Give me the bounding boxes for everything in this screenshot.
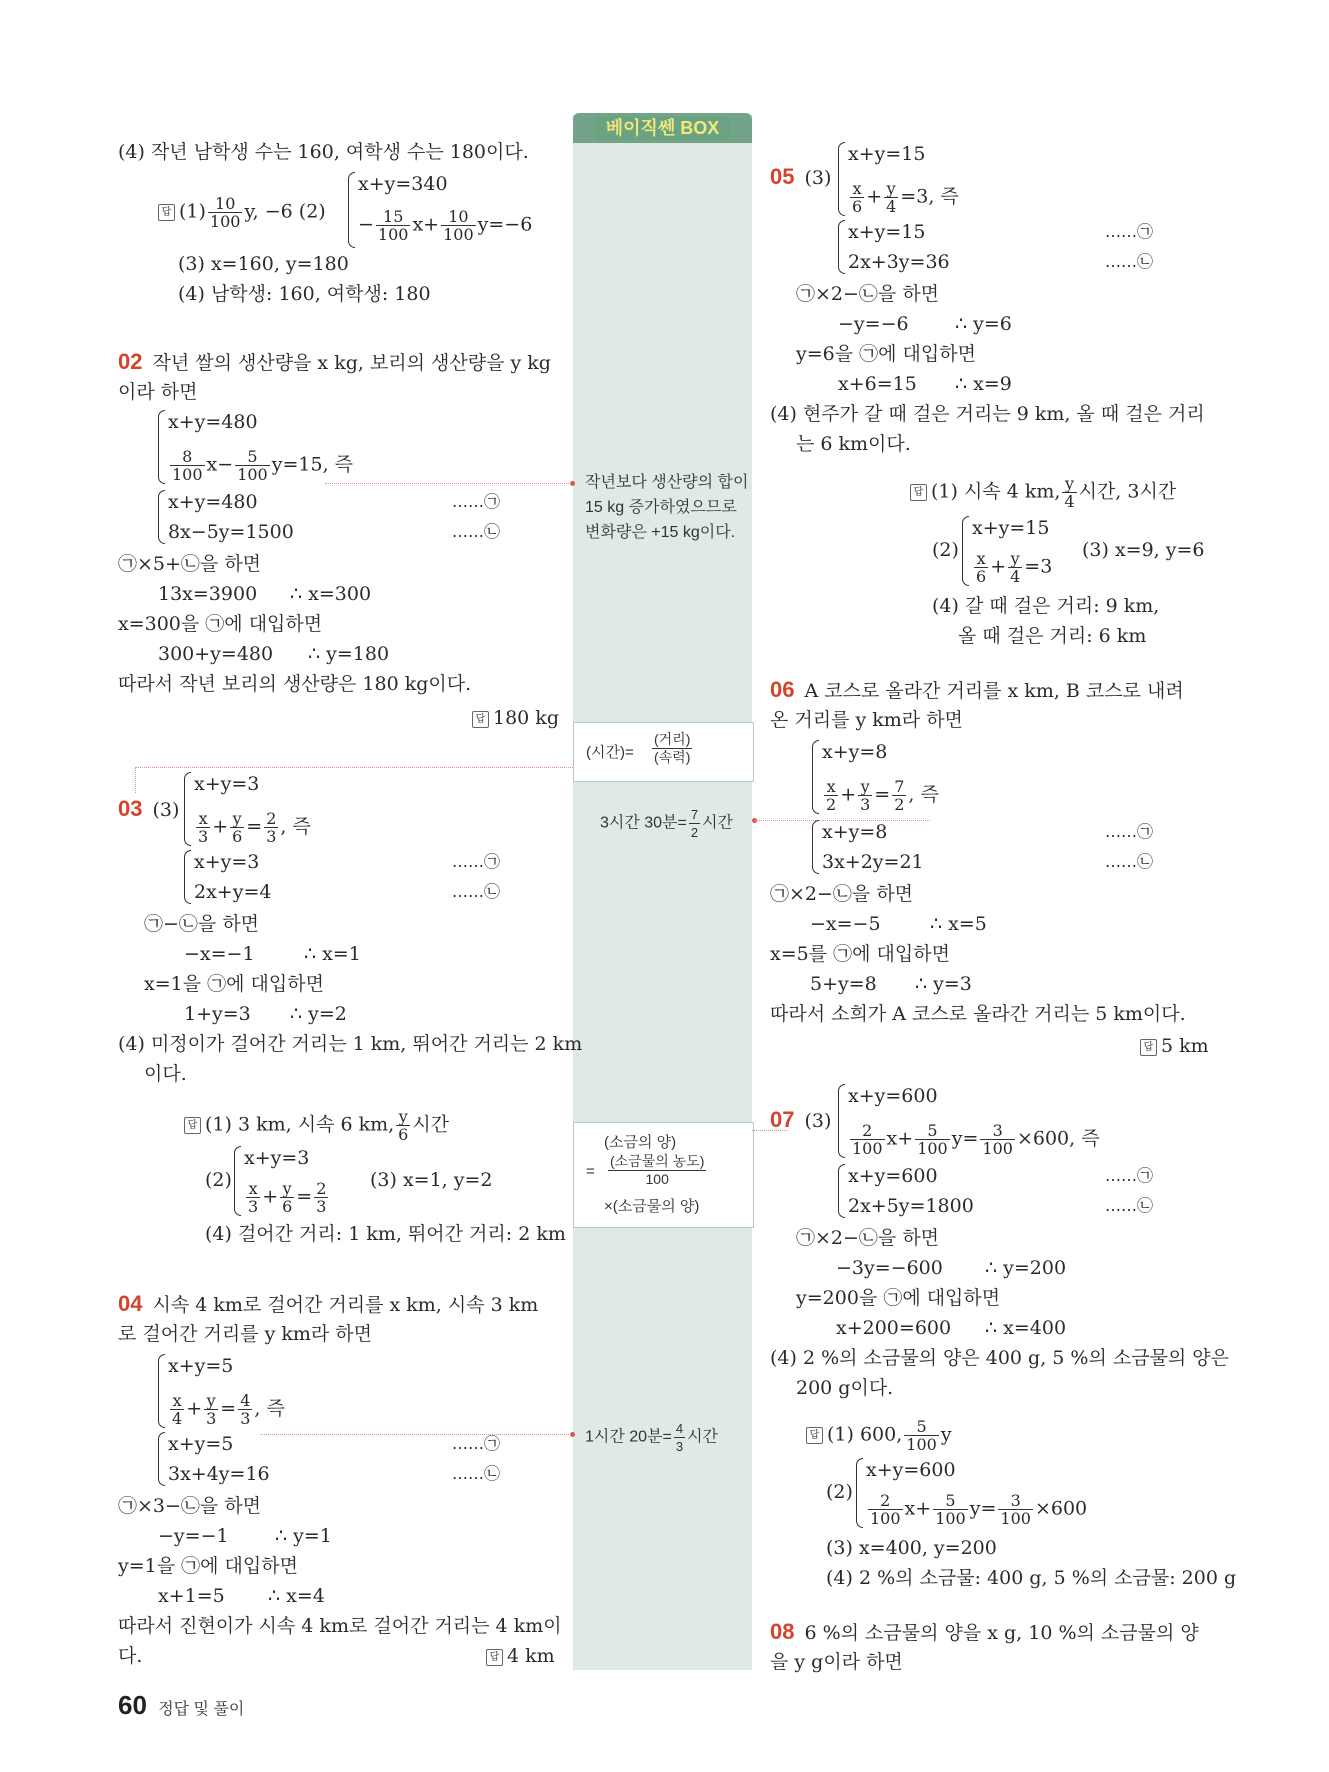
brace: [348, 172, 355, 248]
answer-line: 답 (1) 3 km, 시속 6 km, $\frac{y}{6}$ 시간: [184, 1108, 449, 1143]
equation: 3x+4y=16: [168, 1463, 270, 1485]
question-number: 07: [770, 1107, 795, 1132]
equation: ∴ y=2: [290, 1003, 347, 1025]
equation: $\frac{x}{4}$ + $\frac{y}{3}$ = $\frac{4}{3}$ , 즉: [172, 1391, 285, 1428]
note-text: ×(소금물의 양): [604, 1198, 700, 1215]
equation: ∴ y=1: [275, 1525, 332, 1547]
answer-icon: 답: [472, 711, 489, 728]
brace: [838, 1164, 845, 1218]
equation: x+y=15: [848, 143, 926, 165]
brace: [856, 1458, 863, 1528]
note-text: (시간)=: [586, 744, 634, 761]
question-08: [770, 1620, 1199, 1645]
answer-icon: 답: [910, 484, 927, 501]
question-number: 04: [118, 1291, 143, 1316]
equation-system: [234, 1146, 374, 1218]
equation: ∴ y=180: [308, 643, 390, 665]
equation-marker: ……㉡: [452, 1464, 501, 1483]
text-line: ㉠×2−㉡을 하면: [770, 883, 914, 905]
equation: x+y=15: [848, 221, 926, 243]
answer-text: (3) x=1, y=2: [370, 1169, 493, 1191]
equation-system: [962, 516, 1082, 588]
note-salt-formula: [573, 1122, 754, 1228]
answer-text: (1) 시속 4 km,: [931, 480, 1061, 503]
answer-text: (4) 남학생: 160, 여학생: 180: [178, 283, 431, 305]
equation: x+y=5: [168, 1433, 234, 1455]
equation-system: [856, 1458, 1116, 1530]
footer-label: 정답 및 풀이: [158, 1701, 245, 1718]
frac-den: 100: [209, 212, 241, 231]
text-line: (3): [152, 799, 180, 821]
equation-marker: ……㉡: [1105, 252, 1154, 271]
brace: [962, 516, 969, 586]
equation: x+y=15: [972, 517, 1050, 539]
equation-marker: ……㉡: [452, 522, 501, 541]
brace: [158, 410, 165, 484]
note-production-increase: [585, 470, 748, 545]
text-line: y=1을 ㉠에 대입하면: [118, 1555, 298, 1577]
equation: x+y=3: [194, 773, 260, 795]
text-line: ㉠×2−㉡을 하면: [796, 1227, 940, 1249]
equation-system: [812, 820, 972, 876]
answer-text: y, −6 (2): [244, 200, 326, 223]
equation: x+6=15: [838, 373, 917, 395]
equation-system: [158, 1432, 358, 1488]
equation: − $\frac{15}{100}$ x+ $\frac{10}{100}$ y=−6: [358, 207, 533, 244]
question-07: [770, 1108, 831, 1133]
answer-text: 올 때 걸은 거리: 6 km: [958, 625, 1147, 647]
equation: 2x+5y=1800: [848, 1195, 974, 1217]
page-footer: [118, 1690, 244, 1721]
equation: x+y=480: [168, 411, 258, 433]
text-line: 는 6 km이다.: [796, 433, 911, 455]
text-line: A 코스로 올라간 거리를 x km, B 코스로 내려: [804, 680, 1184, 702]
question-number: 03: [118, 796, 143, 821]
brace: [812, 740, 819, 814]
equation: $\frac{x}{3}$ + $\frac{y}{6}$ = $\frac{2}{3}$ , 즉: [198, 809, 311, 846]
answer-text: 시간: [412, 1113, 450, 1136]
equation: $\frac{2}{100}$ x+ $\frac{5}{100}$ y= $\frac{3}{100}$ ×600, 즉: [852, 1121, 1100, 1158]
equation: x+200=600: [836, 1317, 952, 1339]
equation-marker: ……㉠: [452, 492, 501, 511]
answer-text: (4) 2 %의 소금물: 400 g, 5 %의 소금물: 200 g: [826, 1567, 1237, 1589]
question-05: [770, 165, 831, 190]
equation: $\frac{x}{6}$ + $\frac{y}{4}$ =3: [976, 549, 1053, 586]
equation-marker: ……㉠: [1105, 822, 1154, 841]
brace: [158, 1354, 165, 1428]
question-number: 08: [770, 1619, 795, 1644]
answer-text: (3) x=400, y=200: [826, 1537, 997, 1559]
equation: ∴ x=300: [290, 583, 372, 605]
text-line: x=5를 ㉠에 대입하면: [770, 943, 950, 965]
equation: x+1=5: [158, 1585, 225, 1607]
equation: 13x=3900: [158, 583, 258, 605]
answer-line: 답 (1) 600, $\frac{5}{100}$ y: [806, 1418, 952, 1453]
frac-den: 2: [690, 825, 699, 840]
equation: 300+y=480: [158, 643, 274, 665]
text-line: ㉠×2−㉡을 하면: [796, 283, 940, 305]
answer-line: [486, 1644, 555, 1668]
leader-line: [135, 767, 573, 768]
equation: x+y=5: [168, 1355, 234, 1377]
text-line: 다.: [118, 1645, 143, 1667]
answer-text: (1) 600,: [827, 1423, 903, 1446]
equation: $\frac{x}{6}$ + $\frac{y}{4}$ =3, 즉: [852, 179, 959, 216]
equation: ∴ y=200: [985, 1257, 1067, 1279]
equation: x+y=340: [358, 173, 448, 195]
equation: ∴ x=1: [304, 943, 361, 965]
note-time-conversion-1: [600, 806, 733, 841]
answer-text: 4 km: [507, 1645, 555, 1667]
equation: 8x−5y=1500: [168, 521, 294, 543]
answer-icon: 답: [486, 1649, 503, 1666]
answer-icon: 답: [158, 204, 175, 221]
box-title: 베이직쎈 BOX: [595, 116, 730, 140]
text-line: ㉠×5+㉡을 하면: [118, 553, 262, 575]
text-line: y=6을 ㉠에 대입하면: [796, 343, 976, 365]
text-line: (4) 작년 남학생 수는 160, 여학생 수는 180이다.: [118, 141, 529, 163]
brace: [184, 850, 191, 904]
answer-icon: 답: [1140, 1039, 1157, 1056]
answer-line: [1140, 1034, 1209, 1058]
equation: ∴ x=9: [955, 373, 1012, 395]
text-line: 이라 하면: [118, 381, 198, 403]
question-02: [118, 350, 551, 375]
equation: ∴ x=400: [985, 1317, 1067, 1339]
note-text: 3시간 30분=: [600, 814, 687, 832]
frac-den: 3: [675, 1439, 684, 1454]
note-text: 1시간 20분=: [585, 1428, 672, 1446]
brace: [838, 142, 845, 216]
text-line: 시속 4 km로 걸어간 거리를 x km, 시속 3 km: [152, 1294, 539, 1316]
equation-system: [348, 172, 568, 250]
equation-marker: ……㉡: [1105, 852, 1154, 871]
answer-text: (1): [179, 200, 206, 223]
text-line: (4) 현주가 갈 때 걸은 거리는 9 km, 올 때 걸은 거리: [770, 403, 1205, 425]
answer-icon: 답: [806, 1427, 823, 1444]
frac-den: 100: [645, 1171, 669, 1187]
equation-system: [184, 772, 384, 848]
text-line: 따라서 작년 보리의 생산량은 180 kg이다.: [118, 673, 472, 695]
equation-system: [158, 1354, 358, 1430]
text-line: (3): [804, 1110, 832, 1132]
equation: −3y=−600: [836, 1257, 943, 1279]
note-line: 변화량은 +15 kg이다.: [585, 524, 736, 541]
answer-text: (2): [205, 1169, 232, 1191]
equation: x+y=3: [194, 851, 260, 873]
text-line: 따라서 진현이가 시속 4 km로 걸어간 거리는 4 km이: [118, 1615, 562, 1637]
answer-text: (4) 갈 때 걸은 거리: 9 km,: [932, 595, 1160, 617]
page-number: 60: [118, 1690, 147, 1720]
equation-marker: ……㉡: [1105, 1196, 1154, 1215]
question-number: 02: [118, 349, 143, 374]
equation: ∴ x=4: [268, 1585, 325, 1607]
equation: 2x+3y=36: [848, 251, 950, 273]
note-line: 15 kg 증가하였으므로: [585, 499, 737, 516]
text-line: y=200을 ㉠에 대입하면: [796, 1287, 1001, 1309]
equation-marker: ……㉠: [452, 852, 501, 871]
equation: ∴ y=6: [955, 313, 1012, 335]
text-line: 따라서 소희가 A 코스로 올라간 거리는 5 km이다.: [770, 1003, 1186, 1025]
equation: 5+y=8: [810, 973, 877, 995]
equation-system: [838, 220, 998, 276]
equation: x+y=8: [822, 741, 888, 763]
answer-text: (1) 3 km, 시속 6 km,: [205, 1113, 395, 1136]
equation-system: [158, 490, 358, 546]
note-text: (소금의 양): [604, 1134, 677, 1151]
equation: $\frac{2}{100}$ x+ $\frac{5}{100}$ y= $\frac{3}{100}$ ×600: [870, 1491, 1088, 1528]
equation: x+y=600: [866, 1459, 956, 1481]
equation-system: [812, 740, 1012, 816]
equation: 1+y=3: [184, 1003, 251, 1025]
equation-system: [838, 1164, 1018, 1220]
text-line: x=300을 ㉠에 대입하면: [118, 613, 323, 635]
note-time-conversion-2: [585, 1420, 718, 1455]
answer-text: (3) x=160, y=180: [178, 253, 349, 275]
equation: 2x+y=4: [194, 881, 272, 903]
frac-num: 10: [208, 195, 243, 213]
box-title-banner: [573, 113, 752, 143]
answer-text: 180 kg: [493, 707, 559, 729]
text-line: 200 g이다.: [796, 1377, 894, 1399]
text-line: ㉠×3−㉡을 하면: [118, 1495, 262, 1517]
equation: 3x+2y=21: [822, 851, 924, 873]
answer-text: (3) x=9, y=6: [1082, 539, 1205, 561]
answer-text: 5 km: [1161, 1035, 1209, 1057]
answer-text: y: [940, 1423, 952, 1446]
text-line: x=1을 ㉠에 대입하면: [144, 973, 324, 995]
equation: −y=−1: [158, 1525, 229, 1547]
brace: [158, 490, 165, 544]
note-time-formula: [573, 722, 754, 782]
equation-system: [184, 850, 364, 906]
equation: x+y=600: [848, 1165, 938, 1187]
equation-marker: ……㉠: [1105, 222, 1154, 241]
answer-line: [472, 706, 559, 730]
answer-icon: 답: [184, 1117, 201, 1134]
frac-num: 7: [690, 807, 699, 822]
text-line: 작년 쌀의 생산량을 x kg, 보리의 생산량을 y kg: [152, 352, 551, 374]
equation: $\frac{x}{3}$ + $\frac{y}{6}$ = $\frac{2}{3}$: [248, 1179, 327, 1216]
equation-marker: ……㉠: [1105, 1166, 1154, 1185]
note-line: 작년보다 생산량의 합이: [585, 474, 749, 491]
leader-line: [135, 767, 136, 793]
equation: −y=−6: [838, 313, 909, 335]
answer-text: (4) 걸어간 거리: 1 km, 뛰어간 거리: 2 km: [205, 1223, 566, 1245]
question-number: 05: [770, 164, 795, 189]
equation-system: [158, 410, 398, 490]
equation: x+y=8: [822, 821, 888, 843]
text-line: 6 %의 소금물의 양을 x g, 10 %의 소금물의 양: [804, 1622, 1199, 1644]
brace: [838, 1084, 845, 1158]
question-03: [118, 797, 179, 822]
equation-system: [838, 142, 998, 218]
text-line: (4) 미정이가 걸어간 거리는 1 km, 뛰어간 거리는 2 km: [118, 1033, 583, 1055]
brace: [184, 772, 191, 846]
text-line: 을 y g이라 하면: [770, 1651, 903, 1673]
text-line: 온 거리를 y km라 하면: [770, 709, 963, 731]
note-text: 시간: [687, 1428, 719, 1446]
text-line: (4) 2 %의 소금물의 양은 400 g, 5 %의 소금물의 양은: [770, 1347, 1230, 1369]
note-text: =: [586, 1163, 595, 1180]
brace: [838, 220, 845, 274]
equation: −x=−1: [184, 943, 255, 965]
frac-num: (소금물의 농도): [610, 1153, 705, 1169]
equation-system: [838, 1084, 1098, 1160]
equation-marker: ……㉠: [452, 1434, 501, 1453]
answer-text: 시간, 3시간: [1078, 480, 1177, 503]
equation: x+y=480: [168, 491, 258, 513]
text-line: 로 걸어간 거리를 y km라 하면: [118, 1323, 373, 1345]
question-06: [770, 678, 1184, 703]
equation: ∴ x=5: [930, 913, 987, 935]
answer-line: 답 (1) 시속 4 km, $\frac{y}{4}$ 시간, 3시간: [910, 475, 1176, 510]
brace: [234, 1146, 241, 1216]
text-line: 이다.: [144, 1063, 187, 1085]
brace: [158, 1432, 165, 1486]
equation: x+y=600: [848, 1085, 938, 1107]
equation: −x=−5: [810, 913, 881, 935]
equation-marker: ……㉡: [452, 882, 501, 901]
equation: x+y=3: [244, 1147, 310, 1169]
answer-text: (2): [826, 1481, 853, 1503]
text-line: (3): [804, 167, 832, 189]
equation: $\frac{x}{2}$ + $\frac{y}{3}$ = $\frac{7}{2}$ , 즉: [826, 777, 939, 814]
equation: $\frac{8}{100}$ x− $\frac{5}{100}$ y=15, 즉: [172, 447, 354, 484]
frac-num: (거리): [654, 731, 691, 747]
answer-line: [158, 195, 326, 230]
question-number: 06: [770, 677, 795, 702]
frac-den: (속력): [654, 749, 691, 765]
question-04: [118, 1292, 538, 1317]
brace: [812, 820, 819, 874]
answer-text: (2): [932, 539, 959, 561]
frac-num: 4: [675, 1421, 684, 1436]
equation: ∴ y=3: [915, 973, 972, 995]
text-line: ㉠−㉡을 하면: [144, 913, 260, 935]
note-text: 시간: [702, 814, 734, 832]
